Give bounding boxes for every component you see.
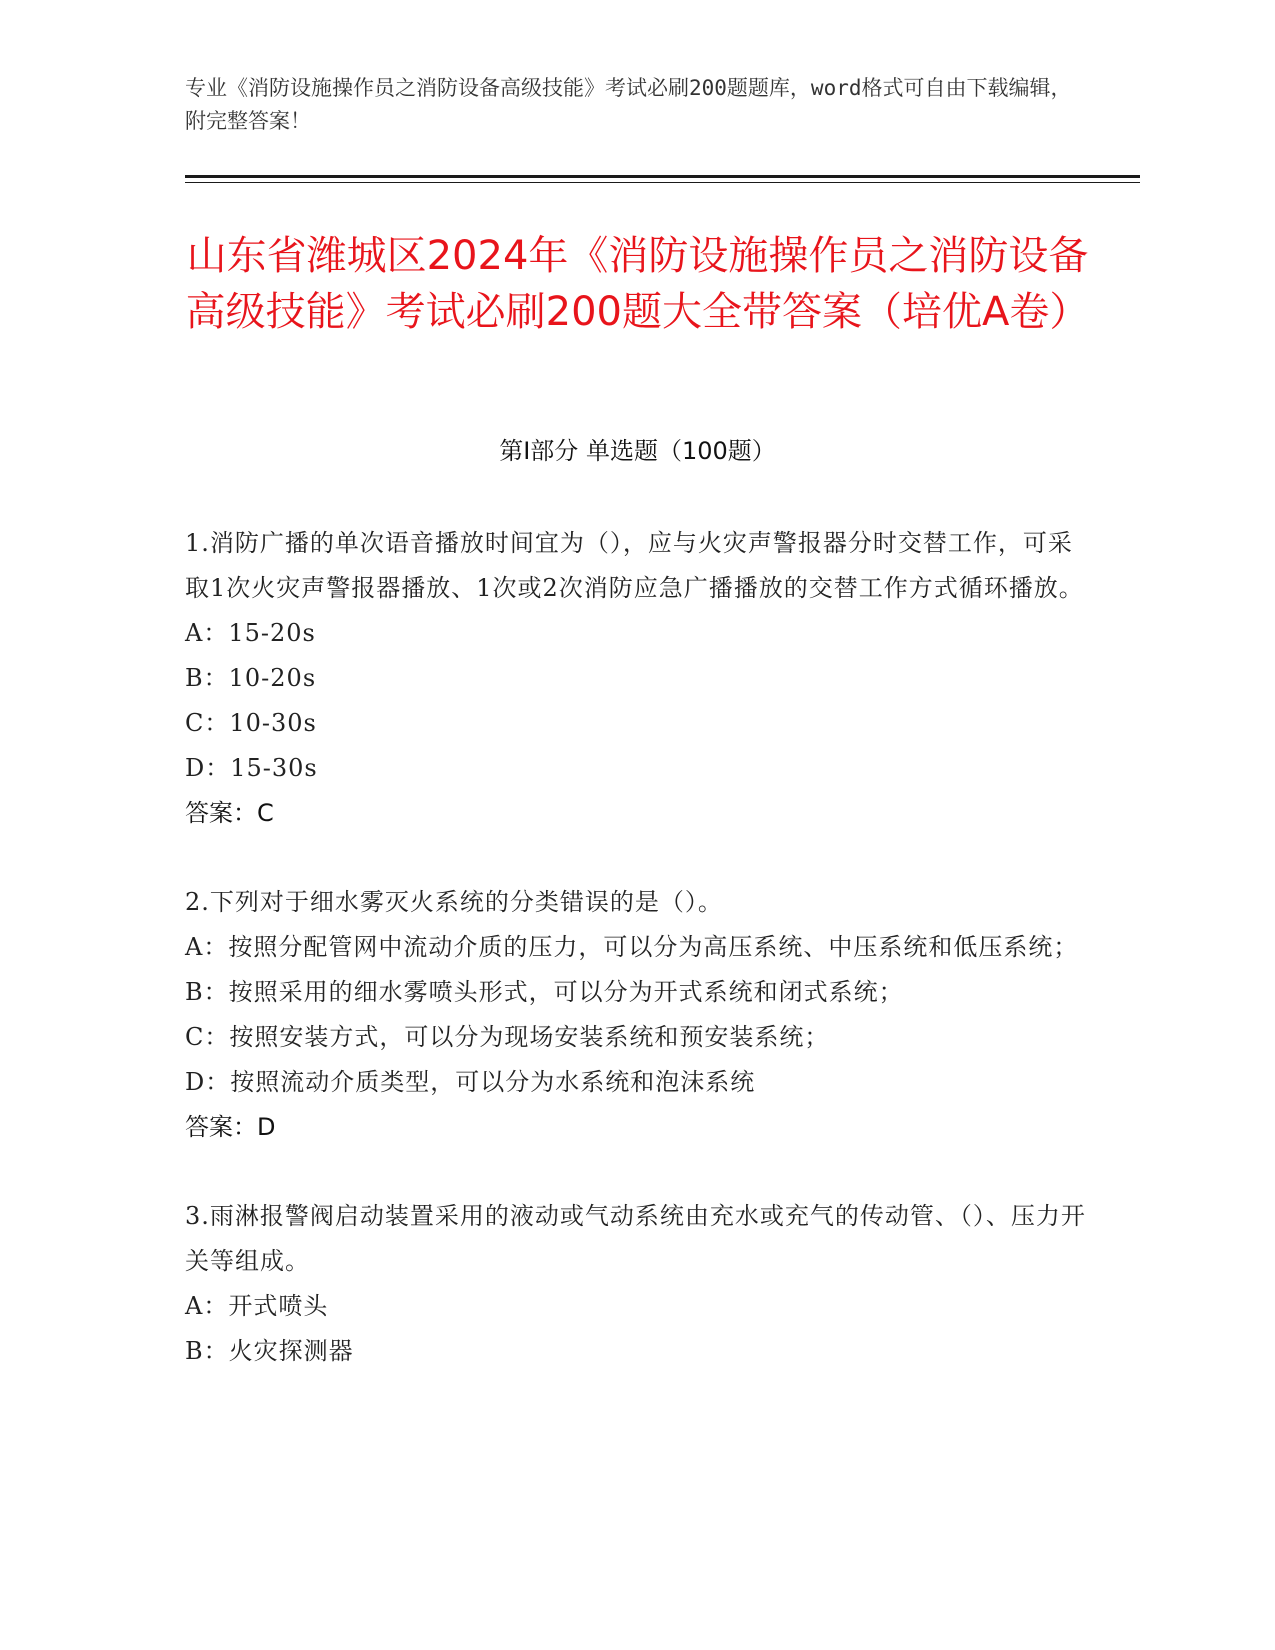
option-a: A：按照分配管网中流动介质的压力，可以分为高压系统、中压系统和低压系统； [185,933,1079,961]
answer-line: 答案：C [185,799,274,827]
document-title: 山东省潍城区2024年《消防设施操作员之消防设备高级技能》考试必刷200题大全带答案（培优A卷） [185,233,1090,335]
option-a: A：开式喷头 [185,1292,329,1320]
option-b: B：火灾探测器 [185,1337,354,1365]
option-a: A：15-20s [185,619,316,647]
question-1 [185,521,1090,836]
header-note: 专业《消防设施操作员之消防设备高级技能》考试必刷200题题库，word格式可自由下载编辑，附完整答案！ [185,76,1072,133]
question-list [185,521,1090,1418]
option-d: D：按照流动介质类型，可以分为水系统和泡沫系统 [185,1068,756,1096]
section-heading: 第I部分 单选题（100题） [499,437,776,465]
option-b: B：按照采用的细水雾喷头形式，可以分为开式系统和闭式系统； [185,978,904,1006]
header-divider-thick [185,175,1140,178]
question-stem: 3.雨淋报警阀启动装置采用的液动或气动系统由充水或充气的传动管、（）、压力开关等组成。 [185,1202,1086,1275]
answer-line: 答案：D [185,1113,276,1141]
option-c: C：10-30s [185,709,317,737]
question-stem: 2.下列对于细水雾灭火系统的分类错误的是（）。 [185,888,723,916]
question-3 [185,1194,1090,1374]
question-stem: 1.消防广播的单次语音播放时间宜为（），应与火灾声警报器分时交替工作，可采取1次火灾声警报器播放、1次或2次消防应急广播播放的交替工作方式循环播放。 [185,529,1084,602]
option-d: D：15-30s [185,754,318,782]
header-divider-thin [185,182,1140,183]
question-2 [185,880,1090,1150]
option-b: B：10-20s [185,664,317,692]
option-c: C：按照安装方式，可以分为现场安装系统和预安装系统； [185,1023,830,1051]
